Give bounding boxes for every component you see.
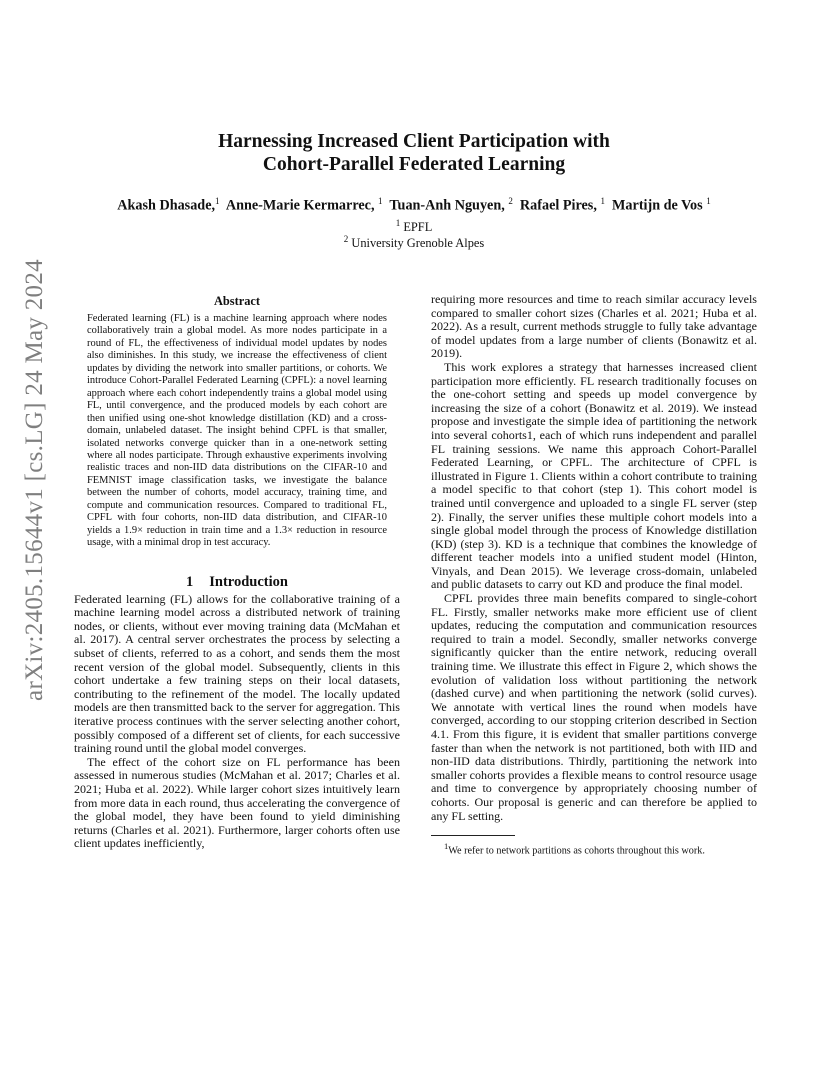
author-affiliation-mark: 1 — [706, 196, 711, 206]
section-number: 1 — [186, 573, 194, 590]
intro-paragraph-4: CPFL provides three main benefits compared to single-cohort FL. Firstly, smaller networks make more efficient use of client updates, reducing the computation and communication resources required to train a model. Secondly, smaller networks converge significantly quicker than the entire network, reducing overall training time. We illustrate this effect in Figure 2, which shows the evolution of validation loss without partitioning the network (dashed curve) and when partitioning the network (solid curves). We annotate with vertical lines the round when models have converged, according to our stopping criterion described in Section 4.1. From this figure, it is evident that smaller partitions converge faster than when the network is not partitioned, both with IID and non-IID data distributions. Thirdly, partitioning the network into smaller cohorts provides a flexible means to control resource usage and time to convergence by appropriately choosing number of cohorts. Our proposal is generic and can therefore be applied to any FL setting. — [431, 591, 757, 823]
footnote — [431, 840, 757, 857]
affiliation-mark: 1 — [395, 218, 401, 228]
author-list — [60, 192, 768, 215]
author-affiliation-mark: 2 — [508, 196, 513, 206]
author-affiliation-mark: 1 — [378, 196, 383, 206]
author-name: Rafael Pires, — [519, 197, 597, 214]
author-name: Martijn de Vos — [612, 197, 703, 214]
footnote-text: We refer to network partitions as cohorts throughout this work. — [448, 845, 705, 857]
affiliation-name: EPFL — [403, 220, 433, 235]
affiliation-mark: 2 — [343, 234, 349, 244]
footnote-mark: 1 — [444, 841, 449, 852]
title-line-2: Cohort-Parallel Federated Learning — [262, 154, 566, 175]
author-affiliation-mark: 1 — [600, 196, 605, 206]
arxiv-identifier-text: arXiv:2405.15644v1 [cs.LG] 24 May 2024 — [21, 259, 48, 701]
section-heading-introduction — [74, 573, 400, 591]
author-affiliation-mark: 1 — [215, 196, 220, 206]
intro-paragraph-2: The effect of the cohort size on FL performance has been assessed in numerous studies (McMahan et al. 2017; Charles et al. 2021; Huba et al. 2022). While larger cohort sizes intuitively learn from more data in each round, thus accelerating the convergence of the global model, they have been found to yield diminishing returns (Charles et al. 2021). Furthermore, larger cohorts often use client updates inefficiently, — [74, 754, 400, 851]
left-column — [74, 293, 400, 851]
author-name: Anne-Marie Kermarrec, — [225, 197, 375, 214]
section-title: Introduction — [209, 573, 288, 590]
abstract-text: Federated learning (FL) is a machine learning approach where nodes collaboratively train a global model. As more nodes participate in a round of FL, the effectiveness of individual model updates by nodes also diminishes. In this study, we increase the effectiveness of client updates by dividing the network into smaller partitions, or cohorts. We introduce Cohort-Parallel Federated Learning (CPFL): a novel learning approach where each cohort independently trains a global model using FL, until convergence, and the produced models by each cohort are then unified using one-shot knowledge distillation (KD) and a cross-domain, unlabeled dataset. The insight behind CPFL is that smaller, isolated networks converge quicker than in a one-network setting where all nodes participate. Through exhaustive experiments involving realistic traces and non-IID data distributions on the CIFAR-10 and FEMNIST image classification tasks, we investigate the balance between the number of cohorts, model accuracy, training time, and compute and communication resources. Compared to traditional FL, CPFL with four cohorts, non-IID data distribution, and CIFAR-10 yields a 1.9× reduction in train time and a 1.3× reduction in resource usage, with a minimal drop in test accuracy. — [87, 313, 387, 549]
paper-title — [90, 130, 738, 176]
intro-paragraph-1: Federated learning (FL) allows for the collaborative training of a machine learning model across a distributed network of training nodes, or clients, without ever moving training data (McMahan et al. 2017). A central server orchestrates the process by selecting a subset of clients, referred to as a cohort, and sends them the most recent version of the global model. Subsequently, clients in this cohort undertake a few training steps on their local datasets, contributing to the refinement of the model. The locally updated models are then transmitted back to the server for aggregation. This iterative process continues with the server selecting another cohort, possibly composed of a different set of clients, for each successive training round until the global model converges. — [74, 591, 400, 756]
author-name: Akash Dhasade, — [117, 197, 216, 214]
abstract-heading: Abstract — [213, 294, 261, 308]
author-name: Tuan-Anh Nguyen, — [389, 197, 505, 214]
affiliation-2 — [200, 232, 628, 251]
title-line-1: Harnessing Increased Client Participation with — [218, 131, 610, 152]
intro-paragraph-continued: requiring more resources and time to reach similar accuracy levels compared to smaller cohort sizes (Charles et al. 2021; Huba et al. 2022). As a result, current methods struggle to fully take advantage of model updates from a large number of clients (Bonawitz et al. 2019). — [431, 292, 757, 361]
intro-paragraph-3: This work explores a strategy that harnesses increased client participation more efficiently. FL research traditionally focuses on the one-cohort setting and speeds up model convergence by increasing the size of a cohort (Bonawitz et al. 2019). We instead propose and investigate the simple idea of partitioning the network into several cohorts1, each of which runs independent and parallel FL training sessions. We name this approach Cohort-Parallel Federated Learning, or CPFL. The architecture of CPFL is illustrated in Figure 1. Clients within a cohort contribute to training a model specific to that cohort (step 1). This cohort model is trained until convergence and uploaded to a single FL server (step 2). Finally, the server unifies these multiple cohort models into a single global model through the process of Knowledge distillation (KD) (step 3). KD is a technique that combines the knowledge of different teacher models into a unified student model (Hinton, Vinyals, and Dean 2015). We leverage cross-domain, unlabeled and public datasets to carry out KD and produce the final model. — [431, 359, 757, 592]
footnote-divider — [431, 835, 515, 836]
affiliation-name: University Grenoble Alpes — [351, 236, 485, 251]
right-column — [431, 293, 757, 858]
arxiv-side-identifier — [21, 259, 48, 701]
